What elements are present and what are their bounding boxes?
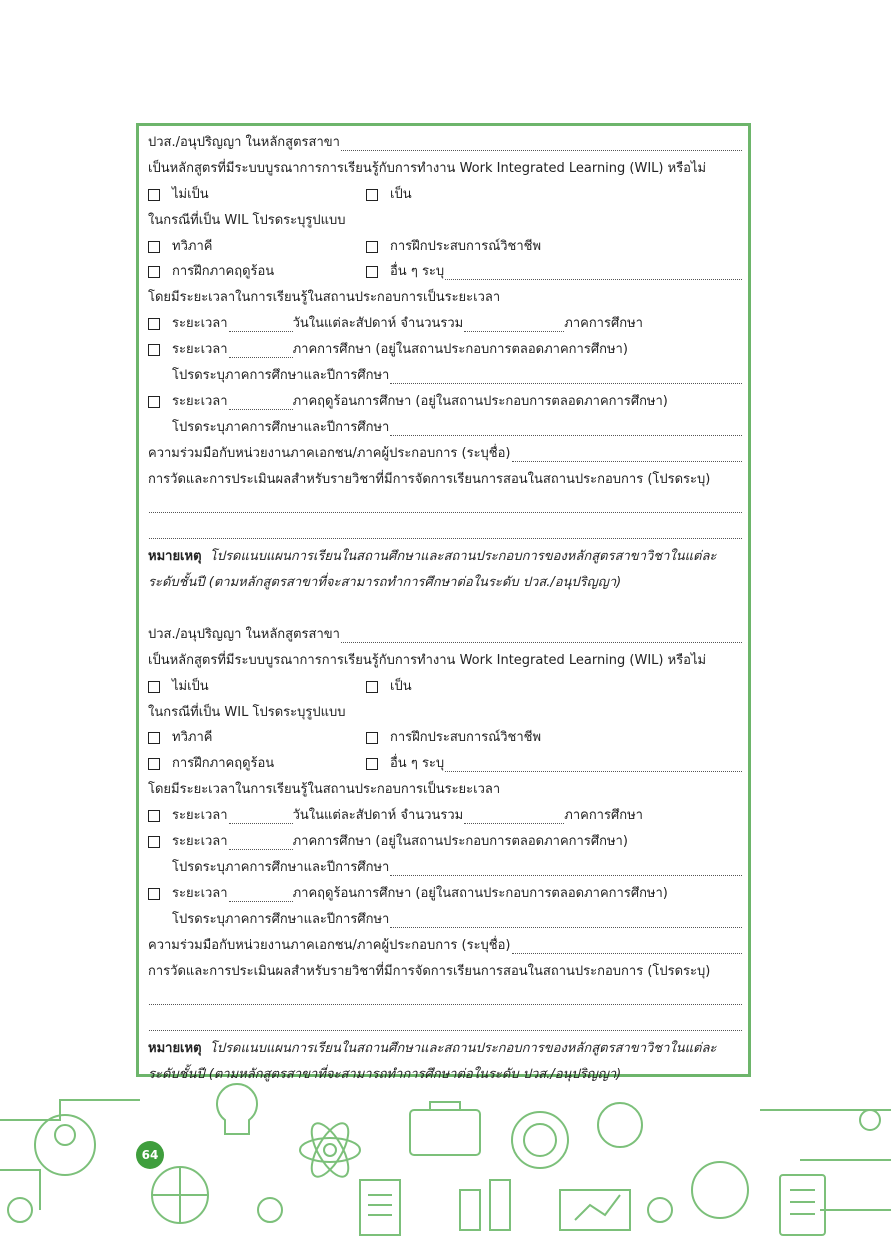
decorative-pattern bbox=[0, 1080, 891, 1242]
checkbox-dual[interactable] bbox=[148, 732, 160, 744]
refresh-icon bbox=[598, 1103, 642, 1147]
cooperation-field[interactable] bbox=[512, 938, 742, 954]
note-text-1: โปรดแนบแผนการเรียนในสถานศึกษาและสถานประกอบการของหลักสูตรสาขาวิชาในแต่ละ bbox=[209, 549, 717, 565]
evaluation-label: การวัดและการประเมินผลสำหรับรายวิชาที่มีการจัดการเรียนการสอนในสถานประกอบการ (โปรดระบุ) bbox=[148, 471, 711, 487]
duration-1-a: ระยะเวลา bbox=[172, 808, 228, 824]
briefcase-icon bbox=[410, 1110, 480, 1155]
checkbox-summer[interactable] bbox=[148, 758, 160, 770]
duration-3-term-field[interactable] bbox=[390, 420, 742, 436]
duration-3-a: ระยะเวลา bbox=[172, 393, 228, 409]
checkbox-prof-exp[interactable] bbox=[366, 732, 378, 744]
duration-2-b: ภาคการศึกษา (อยู่ในสถานประกอบการตลอดภาคการศึกษา) bbox=[292, 834, 628, 850]
evaluation-label: การวัดและการประเมินผลสำหรับรายวิชาที่มีการจัดการเรียนการสอนในสถานประกอบการ (โปรดระบุ) bbox=[148, 963, 711, 979]
gear-icon-2 bbox=[258, 1198, 282, 1222]
program-field[interactable] bbox=[341, 627, 742, 643]
wil-form-label: ในกรณีที่เป็น WIL โปรดระบุรูปแบบ bbox=[148, 212, 346, 228]
note-label: หมายเหตุ bbox=[148, 1041, 202, 1057]
checkbox-not-wil[interactable] bbox=[148, 189, 160, 201]
lightbulb-icon bbox=[217, 1084, 257, 1134]
user-head-icon bbox=[55, 1125, 75, 1145]
duration-1-a: ระยะเวลา bbox=[172, 316, 228, 332]
duration-3-field[interactable] bbox=[229, 886, 293, 902]
checkbox-duration-2[interactable] bbox=[148, 836, 160, 848]
other-field[interactable] bbox=[445, 264, 742, 280]
program-label: ปวส./อนุปริญญา ในหลักสูตรสาขา bbox=[148, 626, 340, 642]
checkbox-duration-3[interactable] bbox=[148, 396, 160, 408]
duration-3-sub: โปรดระบุภาคการศึกษาและปีการศึกษา bbox=[172, 419, 390, 435]
option-not-wil-label: ไม่เป็น bbox=[172, 186, 209, 202]
duration-1-days-field[interactable] bbox=[229, 808, 293, 824]
checkbox-other[interactable] bbox=[366, 758, 378, 770]
duration-1-b: วันในแต่ละสัปดาห์ จำนวนรวม bbox=[292, 808, 464, 824]
note-label: หมายเหตุ bbox=[148, 549, 202, 565]
program-field[interactable] bbox=[341, 135, 742, 151]
duration-1-days-field[interactable] bbox=[229, 316, 293, 332]
option-is-wil-label: เป็น bbox=[390, 678, 412, 694]
duration-1-c: ภาคการศึกษา bbox=[564, 316, 643, 332]
cooperation-label: ความร่วมมือกับหน่วยงานภาคเอกชน/ภาคผู้ประกอบการ (ระบุชื่อ) bbox=[148, 445, 511, 461]
duration-3-term-field[interactable] bbox=[390, 912, 742, 928]
gear-icon-4 bbox=[860, 1110, 880, 1130]
checkbox-other[interactable] bbox=[366, 266, 378, 278]
evaluation-field-1[interactable] bbox=[149, 497, 742, 513]
presentation-icon bbox=[560, 1190, 630, 1230]
duration-1-b: วันในแต่ละสัปดาห์ จำนวนรวม bbox=[292, 316, 464, 332]
duration-label: โดยมีระยะเวลาในการเรียนรู้ในสถานประกอบการเป็นระยะเวลา bbox=[148, 782, 501, 798]
wil-form-label: ในกรณีที่เป็น WIL โปรดระบุรูปแบบ bbox=[148, 704, 346, 720]
duration-1-total-field[interactable] bbox=[464, 316, 564, 332]
checkbox-prof-exp[interactable] bbox=[366, 241, 378, 253]
note-text-1: โปรดแนบแผนการเรียนในสถานศึกษาและสถานประกอบการของหลักสูตรสาขาวิชาในแต่ละ bbox=[209, 1041, 717, 1057]
duration-2-field[interactable] bbox=[229, 834, 293, 850]
duration-3-b: ภาคฤดูร้อนการศึกษา (อยู่ในสถานประกอบการตลอดภาคการศึกษา) bbox=[292, 885, 668, 901]
page-number-badge: 64 bbox=[136, 1141, 164, 1169]
cooperation-label: ความร่วมมือกับหน่วยงานภาคเอกชน/ภาคผู้ประกอบการ (ระบุชื่อ) bbox=[148, 937, 511, 953]
clipboard-icon bbox=[780, 1175, 825, 1235]
checkbox-summer[interactable] bbox=[148, 266, 160, 278]
target-icon bbox=[512, 1112, 568, 1168]
duration-3-b: ภาคฤดูร้อนการศึกษา (อยู่ในสถานประกอบการตลอดภาคการศึกษา) bbox=[292, 393, 668, 409]
option-not-wil-label: ไม่เป็น bbox=[172, 678, 209, 694]
gear-icon-3 bbox=[648, 1198, 672, 1222]
form-prof-exp-label: การฝึกประสบการณ์วิชาชีพ bbox=[390, 238, 542, 254]
duration-2-a: ระยะเวลา bbox=[172, 342, 228, 358]
checkbox-duration-3[interactable] bbox=[148, 888, 160, 900]
evaluation-field-1[interactable] bbox=[149, 989, 742, 1005]
duration-2-term-field[interactable] bbox=[390, 860, 742, 876]
note-text-2: ระดับชั้นปี (ตามหลักสูตรสาขาที่จะสามารถทำการศึกษาต่อในระดับ ปวส./อนุปริญญา) bbox=[148, 1067, 622, 1083]
other-field[interactable] bbox=[445, 756, 742, 772]
form-dual-label: ทวิภาคี bbox=[172, 238, 213, 254]
checkbox-is-wil[interactable] bbox=[366, 189, 378, 201]
form-content bbox=[148, 130, 742, 1088]
duration-label: โดยมีระยะเวลาในการเรียนรู้ในสถานประกอบการเป็นระยะเวลา bbox=[148, 290, 501, 306]
duration-3-a: ระยะเวลา bbox=[172, 885, 228, 901]
form-summer-label: การฝึกภาคฤดูร้อน bbox=[172, 756, 275, 772]
duration-1-c: ภาคการศึกษา bbox=[564, 808, 643, 824]
wil-section-1 bbox=[148, 130, 742, 596]
duration-2-sub: โปรดระบุภาคการศึกษาและปีการศึกษา bbox=[172, 859, 390, 875]
duration-2-b: ภาคการศึกษา (อยู่ในสถานประกอบการตลอดภาคการศึกษา) bbox=[292, 342, 628, 358]
atom-icon bbox=[324, 1144, 336, 1156]
evaluation-field-2[interactable] bbox=[149, 523, 742, 539]
duration-2-field[interactable] bbox=[229, 342, 293, 358]
duration-2-sub: โปรดระบุภาคการศึกษาและปีการศึกษา bbox=[172, 368, 390, 384]
duration-2-term-field[interactable] bbox=[390, 368, 742, 384]
form-dual-label: ทวิภาคี bbox=[172, 730, 213, 746]
form-prof-exp-label: การฝึกประสบการณ์วิชาชีพ bbox=[390, 730, 542, 746]
checkbox-not-wil[interactable] bbox=[148, 681, 160, 693]
document-icon bbox=[360, 1180, 400, 1235]
checkbox-duration-1[interactable] bbox=[148, 318, 160, 330]
note-text-2: ระดับชั้นปี (ตามหลักสูตรสาขาที่จะสามารถทำการศึกษาต่อในระดับ ปวส./อนุปริญญา) bbox=[148, 575, 622, 591]
cooperation-field[interactable] bbox=[512, 446, 742, 462]
gear-icon bbox=[8, 1198, 32, 1222]
duration-3-field[interactable] bbox=[229, 394, 293, 410]
duration-2-a: ระยะเวลา bbox=[172, 834, 228, 850]
people-icon bbox=[692, 1162, 748, 1218]
wil-question: เป็นหลักสูตรที่มีระบบบูรณาการการเรียนรู้กับการทำงาน Work Integrated Learning (WIL) หรือไม่ bbox=[148, 160, 707, 176]
wil-question: เป็นหลักสูตรที่มีระบบบูรณาการการเรียนรู้กับการทำงาน Work Integrated Learning (WIL) หรือไม่ bbox=[148, 652, 707, 668]
checkbox-is-wil[interactable] bbox=[366, 681, 378, 693]
duration-1-total-field[interactable] bbox=[464, 808, 564, 824]
program-label: ปวส./อนุปริญญา ในหลักสูตรสาขา bbox=[148, 135, 340, 150]
form-other-label: อื่น ๆ ระบุ bbox=[390, 264, 445, 280]
checkbox-duration-2[interactable] bbox=[148, 344, 160, 356]
option-is-wil-label: เป็น bbox=[390, 186, 412, 202]
form-summer-label: การฝึกภาคฤดูร้อน bbox=[172, 264, 275, 280]
evaluation-field-2[interactable] bbox=[149, 1015, 742, 1031]
checkbox-duration-1[interactable] bbox=[148, 810, 160, 822]
wil-section-2 bbox=[148, 622, 742, 1088]
checkbox-dual[interactable] bbox=[148, 241, 160, 253]
duration-3-sub: โปรดระบุภาคการศึกษาและปีการศึกษา bbox=[172, 911, 390, 927]
form-other-label: อื่น ๆ ระบุ bbox=[390, 756, 445, 772]
